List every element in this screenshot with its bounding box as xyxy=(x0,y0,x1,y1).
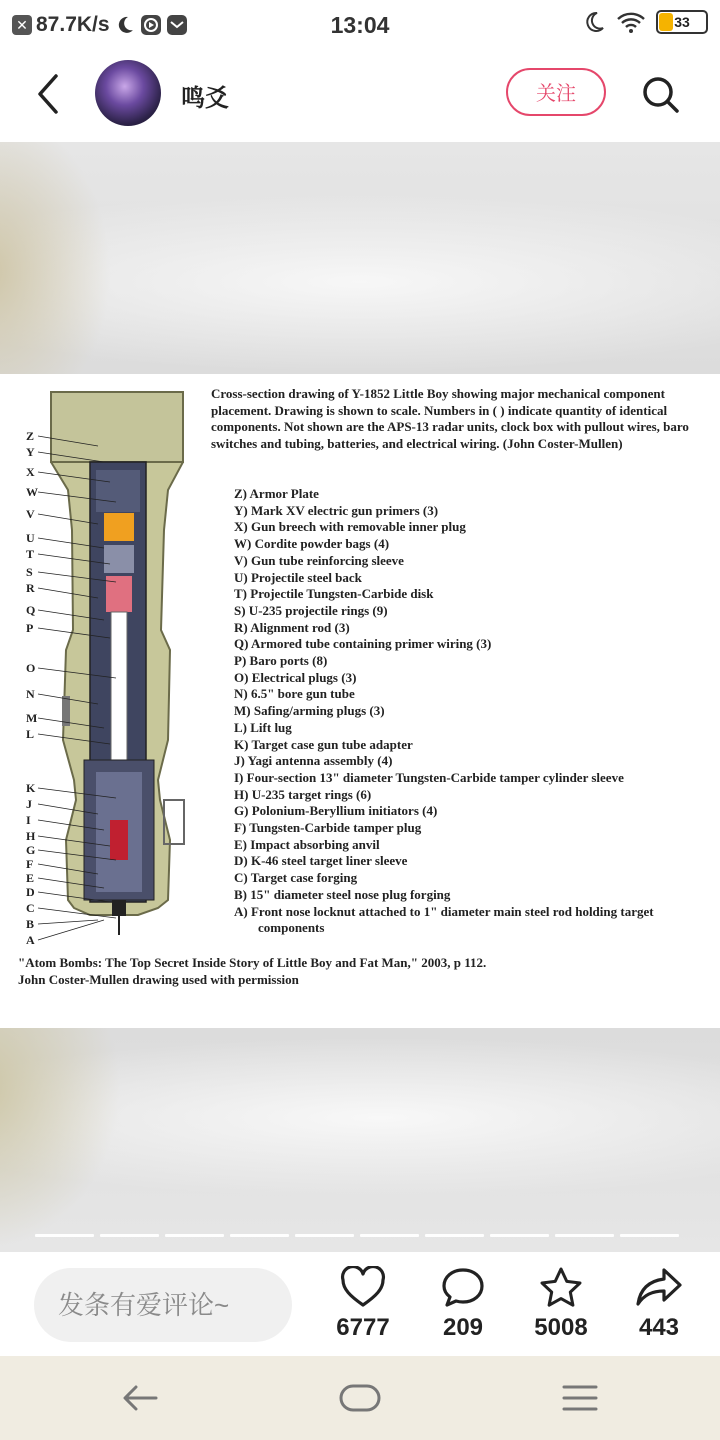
moon-icon xyxy=(582,10,606,34)
system-nav-bar xyxy=(0,1356,720,1440)
diagram-letter-label: T xyxy=(26,547,35,561)
back-arrow-icon[interactable] xyxy=(30,72,70,116)
parts-list-item: J) Yagi antenna assembly (4) xyxy=(234,753,393,769)
parts-list-item: E) Impact absorbing anvil xyxy=(234,836,380,852)
diagram-letter-label: X xyxy=(26,465,35,479)
diagram-letter-label: B xyxy=(26,917,35,931)
share-count: 443 xyxy=(638,1314,680,1341)
page-indicator xyxy=(35,1234,679,1237)
page-indicator-dot xyxy=(490,1234,549,1237)
parts-list-item: U) Projectile steel back xyxy=(234,569,362,585)
diagram-letter-label: Z xyxy=(26,429,35,443)
menu-icon[interactable] xyxy=(560,1378,600,1418)
battery-fill xyxy=(659,13,673,31)
comment-count: 209 xyxy=(442,1314,484,1341)
diagram-letter-label: Y xyxy=(26,445,35,459)
diagram-letter-label: P xyxy=(26,621,34,635)
post-image[interactable] xyxy=(0,142,720,1252)
diagram-letter-label: A xyxy=(26,933,35,947)
comment-bubble-icon xyxy=(440,1266,486,1308)
parts-list-item: S) U-235 projectile rings (9) xyxy=(234,602,388,618)
page-indicator-dot xyxy=(555,1234,614,1237)
parts-list-item: B) 15" diameter steel nose plug forging xyxy=(234,886,451,902)
favorite-count: 5008 xyxy=(534,1314,588,1341)
page-indicator-dot xyxy=(165,1234,224,1237)
parts-list-item: O) Electrical plugs (3) xyxy=(234,669,357,685)
bomb-cross-section-diagram xyxy=(18,380,193,950)
diagram-letter-label: K xyxy=(26,781,36,795)
back-icon[interactable] xyxy=(120,1378,160,1418)
diagram-letter-label: O xyxy=(26,661,36,675)
powder-bags xyxy=(104,513,134,541)
source-credit xyxy=(18,954,486,988)
parts-list-item: Y) Mark XV electric gun primers (3) xyxy=(234,502,439,518)
share-button[interactable] xyxy=(619,1266,699,1342)
credit-line-2: John Coster-Mullen drawing used with permission xyxy=(18,972,299,987)
target-rings xyxy=(110,820,128,860)
parts-list-item: K) Target case gun tube adapter xyxy=(234,736,413,752)
clock: 13:04 xyxy=(330,12,390,38)
diagram-letter-label: L xyxy=(26,727,35,741)
parts-list-item: V) Gun tube reinforcing sleeve xyxy=(234,552,404,568)
wifi-icon xyxy=(616,10,646,34)
diagram-letter-label: W xyxy=(26,485,38,499)
parts-list-item: Q) Armored tube containing primer wiring (3) xyxy=(234,636,492,652)
battery-icon xyxy=(656,10,708,34)
heart-icon xyxy=(340,1266,386,1308)
parts-list-item: N) 6.5" bore gun tube xyxy=(234,686,355,702)
parts-list xyxy=(234,486,714,937)
diagram-letter-label: R xyxy=(26,581,35,595)
leader-line xyxy=(38,920,98,924)
blurred-image-top xyxy=(0,142,720,374)
author-name[interactable]: 鸣爻 xyxy=(181,85,229,112)
search-icon[interactable] xyxy=(640,74,680,114)
page-indicator-dot xyxy=(100,1234,159,1237)
parts-list-item: R) Alignment rod (3) xyxy=(234,619,350,635)
blurred-image-bottom xyxy=(0,1028,720,1252)
like-button[interactable] xyxy=(323,1266,403,1342)
parts-list-item: L) Lift lug xyxy=(234,719,292,735)
favorite-button[interactable] xyxy=(521,1266,601,1342)
parts-list-item: T) Projectile Tungsten-Carbide disk xyxy=(234,586,434,602)
comment-button[interactable] xyxy=(423,1266,503,1342)
parts-list-item: X) Gun breech with removable inner plug xyxy=(234,519,466,535)
tail-box xyxy=(51,392,183,462)
diagram-letter-label: I xyxy=(26,813,31,827)
star-icon xyxy=(538,1266,584,1308)
status-bar xyxy=(0,0,720,50)
parts-list-item: A) Front nose locknut attached to 1" diameter main steel rod holding target components xyxy=(234,903,654,936)
share-arrow-icon xyxy=(634,1266,684,1308)
comment-input[interactable]: 发条有爱评论~ xyxy=(34,1268,292,1342)
page-indicator-dot xyxy=(425,1234,484,1237)
page-indicator-dot xyxy=(295,1234,354,1237)
diagram-document xyxy=(0,374,720,1028)
parts-list-item: G) Polonium-Beryllium initiators (4) xyxy=(234,803,438,819)
diagram-letter-label: G xyxy=(26,843,36,857)
diagram-letter-label: S xyxy=(26,565,33,579)
like-count: 6777 xyxy=(336,1314,390,1341)
parts-list-item: D) K-46 steel target liner sleeve xyxy=(234,853,408,869)
network-speed: 87.7K/s xyxy=(36,13,110,36)
gun-tube xyxy=(111,612,127,762)
parts-list-item: P) Baro ports (8) xyxy=(234,653,328,669)
home-icon[interactable] xyxy=(338,1378,382,1418)
action-bar xyxy=(0,1252,720,1356)
page-indicator-dot xyxy=(35,1234,94,1237)
avatar[interactable] xyxy=(95,60,161,126)
diagram-caption: Cross-section drawing of Y-1852 Little Boy showing major mechanical component placement. Drawing is shown to scale. Numbers in ( ) indicate quantity of identical components. Not shown are the APS-13 radar units, clock box with pullout wires, baro switches and tubing, batteries, and electrical wiring. (John Coster-Mullen) xyxy=(211,386,689,451)
diagram-letter-label: Q xyxy=(26,603,36,617)
diagram-letter-label: V xyxy=(26,507,35,521)
close-box-icon: ✕ xyxy=(12,15,32,35)
battery-level: 33 xyxy=(674,14,690,30)
page-indicator-dot xyxy=(360,1234,419,1237)
parts-list-item: Z) Armor Plate xyxy=(234,486,319,501)
follow-button[interactable]: 关注 xyxy=(506,68,606,116)
diagram-letter-label: F xyxy=(26,857,34,871)
post-header xyxy=(0,50,720,142)
page-indicator-dot xyxy=(620,1234,679,1237)
parts-list-item: I) Four-section 13" diameter Tungsten-Carbide tamper cylinder sleeve xyxy=(234,769,624,785)
parts-list-item: M) Safing/arming plugs (3) xyxy=(234,703,385,719)
credit-line-1: "Atom Bombs: The Top Secret Inside Story of Little Boy and Fat Man," 2003, p 112. xyxy=(18,955,487,970)
diagram-letter-label: H xyxy=(26,829,36,843)
parts-list-item: W) Cordite powder bags (4) xyxy=(234,536,390,552)
status-right xyxy=(582,10,708,34)
diagram-letter-label: M xyxy=(26,711,38,725)
diagram-letter-label: E xyxy=(26,871,35,885)
diagram-letter-label: U xyxy=(26,531,35,545)
parts-list-item: F) Tungsten-Carbide tamper plug xyxy=(234,820,422,836)
parts-list-item: H) U-235 target rings (6) xyxy=(234,786,372,802)
parts-list-item: C) Target case forging xyxy=(234,870,358,886)
diagram-letter-label: N xyxy=(26,687,35,701)
diagram-letter-label: C xyxy=(26,901,35,915)
diagram-letter-label: D xyxy=(26,885,35,899)
page-indicator-dot xyxy=(230,1234,289,1237)
diagram-letter-label: J xyxy=(26,797,32,811)
